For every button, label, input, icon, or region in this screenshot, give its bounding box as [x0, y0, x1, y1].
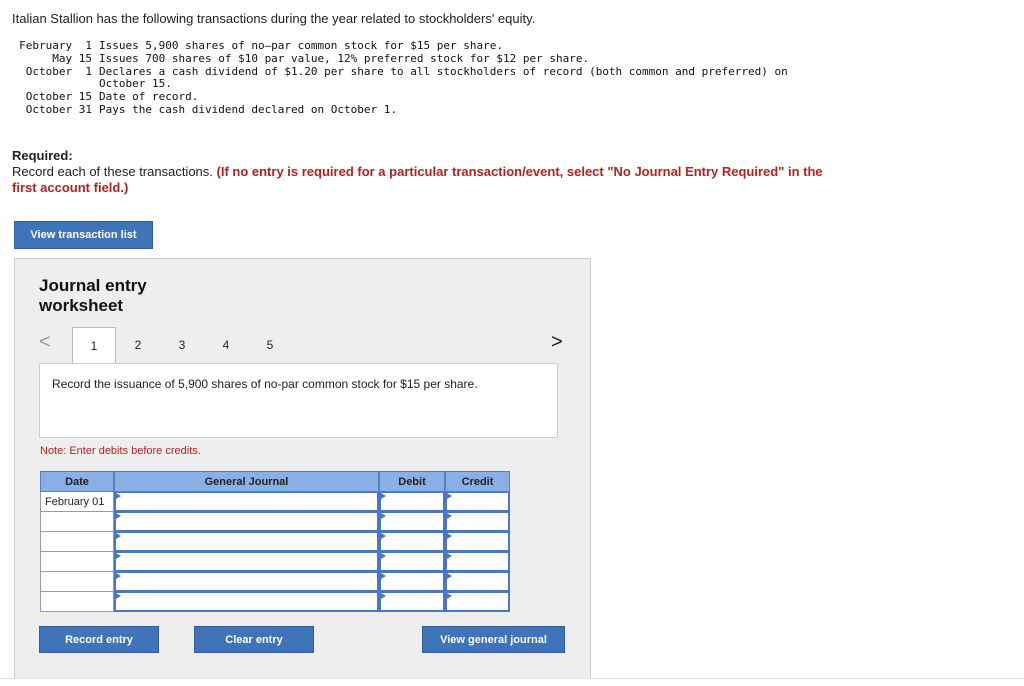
- date-cell[interactable]: February 01: [40, 492, 114, 512]
- account-input[interactable]: [114, 492, 379, 512]
- debit-credit-note: Note: Enter debits before credits.: [40, 445, 201, 457]
- journal-header: [40, 471, 510, 492]
- debit-input[interactable]: [379, 532, 445, 552]
- table-row: [40, 492, 510, 512]
- chevron-left-icon[interactable]: <: [39, 331, 51, 353]
- transaction-date: February 1: [19, 39, 92, 52]
- view-general-journal-button[interactable]: View general journal: [422, 626, 565, 653]
- transaction-date: October 31: [25, 102, 92, 116]
- tab-3[interactable]: 3: [178, 338, 186, 352]
- required-note: (If no entry is required for a particular transaction/event, select "No Journal Entry Required" in the first account field.): [12, 164, 823, 195]
- account-input[interactable]: [114, 512, 379, 532]
- credit-input[interactable]: [445, 512, 510, 532]
- account-input[interactable]: [114, 592, 379, 612]
- transaction-desc: Date of record.: [99, 90, 199, 104]
- header-debit: Debit: [379, 471, 445, 492]
- credit-input[interactable]: [445, 592, 510, 612]
- credit-input[interactable]: [445, 552, 510, 572]
- instruction-box: [39, 363, 558, 438]
- tab-1[interactable]: 1: [72, 327, 116, 364]
- table-row: [40, 532, 510, 552]
- record-entry-button[interactable]: Record entry: [39, 626, 159, 653]
- transaction-desc: Issues 700 shares of $10 par value, 12% preferred stock for $12 per share.: [99, 51, 590, 65]
- date-cell[interactable]: [40, 572, 114, 592]
- required-title: Required:: [12, 148, 73, 163]
- header-general-journal: General Journal: [114, 471, 379, 492]
- debit-input[interactable]: [379, 592, 445, 612]
- table-row: [40, 592, 510, 612]
- journal-table: [40, 471, 510, 612]
- credit-input[interactable]: [445, 532, 510, 552]
- worksheet-title: Journal entry worksheet: [39, 276, 147, 315]
- problem-intro: Italian Stallion has the following transactions during the year related to stockholders' equity.: [12, 11, 536, 26]
- tab-2[interactable]: 2: [134, 338, 142, 352]
- transaction-date: May 15: [52, 51, 92, 65]
- date-cell[interactable]: [40, 552, 114, 572]
- date-cell[interactable]: [40, 512, 114, 532]
- date-cell[interactable]: [40, 532, 114, 552]
- debit-input[interactable]: [379, 552, 445, 572]
- chevron-right-icon[interactable]: >: [551, 331, 563, 353]
- transaction-row: [12, 104, 879, 117]
- credit-input[interactable]: [445, 572, 510, 592]
- table-row: [40, 572, 510, 592]
- clear-entry-button[interactable]: Clear entry: [194, 626, 314, 653]
- debit-input[interactable]: [379, 512, 445, 532]
- table-row: [40, 552, 510, 572]
- transaction-date: October 1: [25, 64, 92, 78]
- instruction-text: Record the issuance of 5,900 shares of no-par common stock for $15 per share.: [52, 377, 478, 391]
- worksheet-pager: [15, 327, 590, 363]
- debit-input[interactable]: [379, 572, 445, 592]
- transaction-desc: Pays the cash dividend declared on October 1.: [99, 102, 398, 116]
- header-date: Date: [40, 471, 114, 492]
- transaction-list: [12, 40, 879, 117]
- transaction-desc: Declares a cash dividend of $1.20 per share to all stockholders of record (both common and preferred) on: [99, 64, 788, 78]
- tab-5[interactable]: 5: [266, 338, 274, 352]
- transaction-desc: Issues 5,900 shares of no–par common stock for $15 per share.: [99, 39, 503, 52]
- account-input[interactable]: [114, 572, 379, 592]
- transaction-row: [12, 53, 879, 66]
- required-text: Record each of these transactions.: [12, 164, 217, 179]
- required-body: [12, 164, 832, 196]
- transaction-row: [12, 40, 879, 53]
- page-divider: [0, 678, 1024, 679]
- table-row: [40, 512, 510, 532]
- journal-entry-worksheet: [14, 258, 591, 678]
- account-input[interactable]: [114, 532, 379, 552]
- date-cell[interactable]: [40, 592, 114, 612]
- required-section: [12, 148, 832, 196]
- transaction-date: October 15: [25, 90, 92, 104]
- credit-input[interactable]: [445, 492, 510, 512]
- debit-input[interactable]: [379, 492, 445, 512]
- tab-4[interactable]: 4: [222, 338, 230, 352]
- view-transaction-list-button[interactable]: View transaction list: [14, 221, 153, 249]
- header-credit: Credit: [445, 471, 510, 492]
- transaction-desc: October 15.: [99, 77, 172, 91]
- account-input[interactable]: [114, 552, 379, 572]
